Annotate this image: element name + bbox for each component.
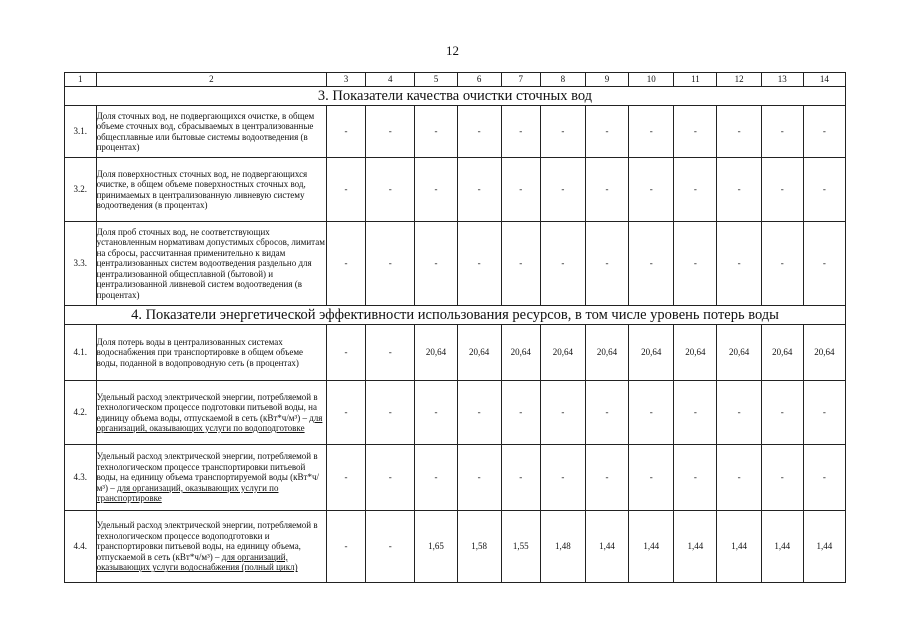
value-cell: 20,64	[674, 325, 717, 381]
value-cell: 20,64	[629, 325, 674, 381]
value-cell: 1,44	[674, 511, 717, 583]
value-cell: -	[366, 325, 415, 381]
indicator-description	[96, 445, 327, 511]
column-header-row	[65, 73, 846, 87]
table-row	[65, 381, 846, 445]
value-cell: -	[415, 106, 457, 158]
column-header-14: 14	[803, 73, 845, 87]
value-cell: -	[457, 381, 501, 445]
value-cell: -	[803, 158, 845, 222]
value-cell: -	[501, 222, 540, 306]
value-cell: -	[761, 222, 803, 306]
indicator-text: Доля поверхностных сточных вод, не подвергающихся очистке, в общем объеме поверхностных сточных вод, принимаемых в централизованную ливневую систему водоотведения (в процентах)	[96, 168, 308, 210]
column-header-3: 3	[327, 73, 366, 87]
indicator-description	[96, 325, 327, 381]
value-cell: 1,48	[540, 511, 585, 583]
table-body	[65, 73, 846, 583]
value-cell: -	[327, 158, 366, 222]
column-header-4: 4	[366, 73, 415, 87]
value-cell: -	[540, 106, 585, 158]
value-cell: -	[761, 158, 803, 222]
value-cell: -	[585, 381, 628, 445]
value-cell: 20,64	[415, 325, 457, 381]
column-header-6: 6	[457, 73, 501, 87]
value-cell: -	[457, 158, 501, 222]
section-title-row	[65, 306, 846, 325]
value-cell: -	[415, 158, 457, 222]
value-cell: 20,64	[717, 325, 761, 381]
value-cell: 20,64	[761, 325, 803, 381]
column-header-1: 1	[65, 73, 97, 87]
row-number: 3.1.	[65, 106, 97, 158]
value-cell: -	[327, 445, 366, 511]
value-cell: 20,64	[540, 325, 585, 381]
row-number: 4.1.	[65, 325, 97, 381]
value-cell: -	[540, 158, 585, 222]
table-row	[65, 222, 846, 306]
value-cell: -	[803, 222, 845, 306]
indicator-description	[96, 511, 327, 583]
indicator-text: Удельный расход электрической энергии, потребляемой в технологическом процессе транспортировки питьевой воды, на единицу объема транспортируемой воды (кВт*ч/м³) –	[96, 451, 319, 493]
value-cell: 1,44	[761, 511, 803, 583]
value-cell: -	[629, 106, 674, 158]
section-title-row	[65, 87, 846, 106]
table-row	[65, 445, 846, 511]
value-cell: -	[457, 445, 501, 511]
value-cell: -	[629, 158, 674, 222]
value-cell: -	[501, 158, 540, 222]
indicators-table	[64, 72, 846, 583]
value-cell: -	[674, 158, 717, 222]
value-cell: -	[761, 445, 803, 511]
column-header-9: 9	[585, 73, 628, 87]
value-cell: -	[761, 381, 803, 445]
value-cell: -	[327, 325, 366, 381]
column-header-7: 7	[501, 73, 540, 87]
value-cell: -	[717, 106, 761, 158]
value-cell: -	[761, 106, 803, 158]
column-header-12: 12	[717, 73, 761, 87]
value-cell: -	[501, 106, 540, 158]
table-row	[65, 511, 846, 583]
table-row	[65, 325, 846, 381]
indicator-text-underlined: для организаций, оказывающих услуги по водоподготовке	[96, 412, 323, 433]
value-cell: -	[717, 158, 761, 222]
column-header-13: 13	[761, 73, 803, 87]
value-cell: 20,64	[585, 325, 628, 381]
value-cell: -	[415, 381, 457, 445]
value-cell: 1,55	[501, 511, 540, 583]
value-cell: -	[501, 381, 540, 445]
indicator-description	[96, 222, 327, 306]
value-cell: -	[540, 445, 585, 511]
indicator-text: Доля проб сточных вод, не соответствующих установленным нормативам допустимых сбросов, лимитам на сбросы, рассчитанная применительно к видам централизованных систем водоотведения раздельно для централизованной общесплавной (бытовой) и централизованной ливневой систем водоотведения (в процентах)	[96, 226, 325, 300]
value-cell: -	[501, 445, 540, 511]
value-cell: 1,44	[717, 511, 761, 583]
column-header-11: 11	[674, 73, 717, 87]
indicator-text: Доля сточных вод, не подвергающихся очистке, в общем объеме сточных вод, сбрасываемых в централизованные общесплавные или бытовые системы водоотведения (в процентах)	[96, 110, 315, 152]
row-number: 4.2.	[65, 381, 97, 445]
column-header-10: 10	[629, 73, 674, 87]
value-cell: -	[366, 106, 415, 158]
value-cell: -	[540, 381, 585, 445]
value-cell: -	[457, 222, 501, 306]
row-number: 3.2.	[65, 158, 97, 222]
value-cell: -	[366, 222, 415, 306]
value-cell: -	[803, 445, 845, 511]
value-cell: -	[585, 158, 628, 222]
indicator-text-underlined: для организаций, оказывающих услуги водоснабжения (полный цикл)	[96, 551, 298, 573]
section-title: 3. Показатели качества очистки сточных вод	[65, 87, 846, 106]
value-cell: -	[674, 445, 717, 511]
value-cell: -	[415, 445, 457, 511]
value-cell: -	[674, 106, 717, 158]
value-cell: 1,44	[803, 511, 845, 583]
value-cell: -	[540, 222, 585, 306]
value-cell: -	[366, 381, 415, 445]
value-cell: -	[327, 106, 366, 158]
value-cell: 1,65	[415, 511, 457, 583]
row-number: 4.3.	[65, 445, 97, 511]
value-cell: -	[717, 222, 761, 306]
value-cell: 1,44	[629, 511, 674, 583]
value-cell: -	[366, 511, 415, 583]
indicator-text: Удельный расход электрической энергии, потребляемой в технологическом процессе водоподготовки и транспортировки питьевой воды, на единицу объема, отпускаемой в сеть (кВт*ч/м³) –	[96, 520, 318, 562]
value-cell: -	[366, 445, 415, 511]
value-cell: -	[629, 381, 674, 445]
indicator-description	[96, 381, 327, 445]
column-header-8: 8	[540, 73, 585, 87]
section-title: 4. Показатели энергетической эффективности использования ресурсов, в том числе уровень потерь воды	[65, 306, 846, 325]
value-cell: 20,64	[501, 325, 540, 381]
row-number: 3.3.	[65, 222, 97, 306]
value-cell: -	[585, 445, 628, 511]
value-cell: 1,58	[457, 511, 501, 583]
value-cell: -	[457, 106, 501, 158]
value-cell: -	[629, 445, 674, 511]
indicator-text-underlined: для организаций, оказывающих услуги по транспортировке	[96, 482, 279, 504]
value-cell: 20,64	[457, 325, 501, 381]
table-row	[65, 158, 846, 222]
row-number: 4.4.	[65, 511, 97, 583]
indicator-text: Доля потерь воды в централизованных системах водоснабжения при транспортировке в общем объеме воды, поданной в водопроводную сеть (в процентах)	[96, 336, 304, 368]
value-cell: -	[717, 445, 761, 511]
value-cell: -	[717, 381, 761, 445]
value-cell: -	[415, 222, 457, 306]
column-header-2: 2	[96, 73, 327, 87]
value-cell: -	[585, 222, 628, 306]
table-row	[65, 106, 846, 158]
value-cell: -	[803, 106, 845, 158]
indicator-text: Удельный расход электрической энергии, потребляемой в технологическом процессе подготовки питьевой воды, на единицу объема воды, отпускаемой в сеть (кВт*ч/м³) –	[96, 391, 318, 423]
value-cell: -	[629, 222, 674, 306]
value-cell: 1,44	[585, 511, 628, 583]
indicator-description	[96, 106, 327, 158]
value-cell: 20,64	[803, 325, 845, 381]
page-number: 12	[446, 43, 459, 58]
value-cell: -	[327, 381, 366, 445]
value-cell: -	[803, 381, 845, 445]
indicator-description	[96, 158, 327, 222]
column-header-5: 5	[415, 73, 457, 87]
value-cell: -	[674, 222, 717, 306]
value-cell: -	[366, 158, 415, 222]
value-cell: -	[585, 106, 628, 158]
value-cell: -	[327, 222, 366, 306]
value-cell: -	[327, 511, 366, 583]
value-cell: -	[674, 381, 717, 445]
